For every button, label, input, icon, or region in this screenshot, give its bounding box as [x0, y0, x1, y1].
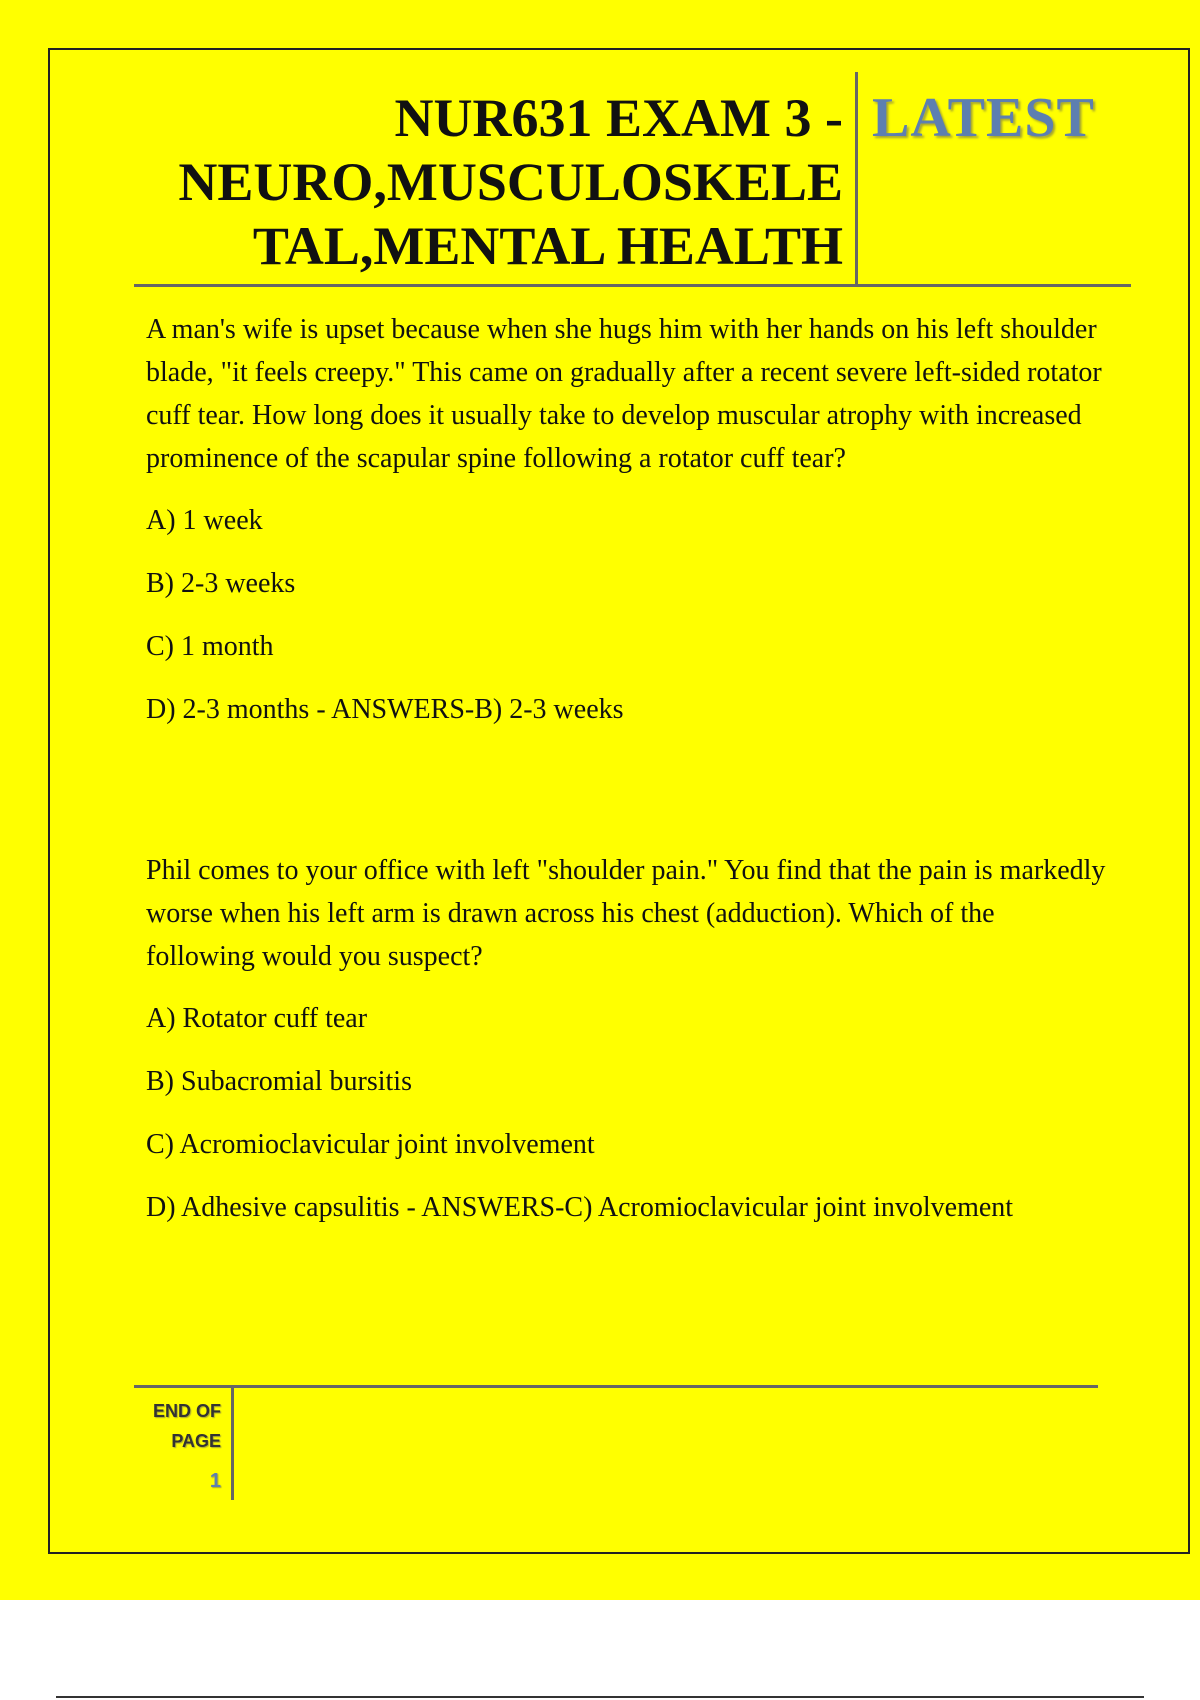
spacer	[146, 751, 1106, 849]
question-block-2	[146, 849, 1106, 1229]
footer-line-2: PAGE	[171, 1431, 221, 1451]
answer-option: C) 1 month	[146, 631, 274, 662]
question-text: A man's wife is upset because when she hugs him with her hands on his left shoulder blade, "it feels creepy." This came on gradually after a recent severe left-sided rotator cuff tear. How long does it usually take to develop muscular atrophy with increased prominence of the scapular spine following a rotator cuff tear?	[146, 314, 1102, 474]
answer-option: B) Subacromial bursitis	[146, 1066, 412, 1097]
question-text: Phil comes to your office with left "shoulder pain." You find that the pain is markedly worse when his left arm is drawn across his chest (adduction). Which of the following would you suspect?	[146, 855, 1106, 972]
answer-option: A) 1 week	[146, 505, 263, 536]
answer-option: C) Acromioclavicular joint involvement	[146, 1129, 595, 1160]
question-block-1	[146, 308, 1106, 731]
answer-option: B) 2-3 weeks	[146, 568, 296, 599]
document-content	[146, 308, 1106, 1249]
document-title: NUR631 EXAM 3 - NEURO,MUSCULOSKELE TAL,MENTAL HEALTH	[134, 72, 858, 284]
answer-option-with-answer: D) 2-3 months - ANSWERS-B) 2-3 weeks	[146, 694, 624, 725]
bottom-divider	[56, 1696, 1144, 1698]
answer-option-with-answer: D) Adhesive capsulitis - ANSWERS-C) Acromioclavicular joint involvement	[146, 1192, 1014, 1223]
page-footer	[134, 1385, 1098, 1503]
document-header	[134, 72, 1131, 287]
footer-line-1: END OF	[152, 1401, 221, 1421]
page-number: 1	[209, 1470, 221, 1492]
title-tag-latest: LATEST	[872, 87, 1095, 149]
end-of-page-label	[134, 1388, 234, 1500]
answer-option: A) Rotator cuff tear	[146, 1003, 368, 1034]
